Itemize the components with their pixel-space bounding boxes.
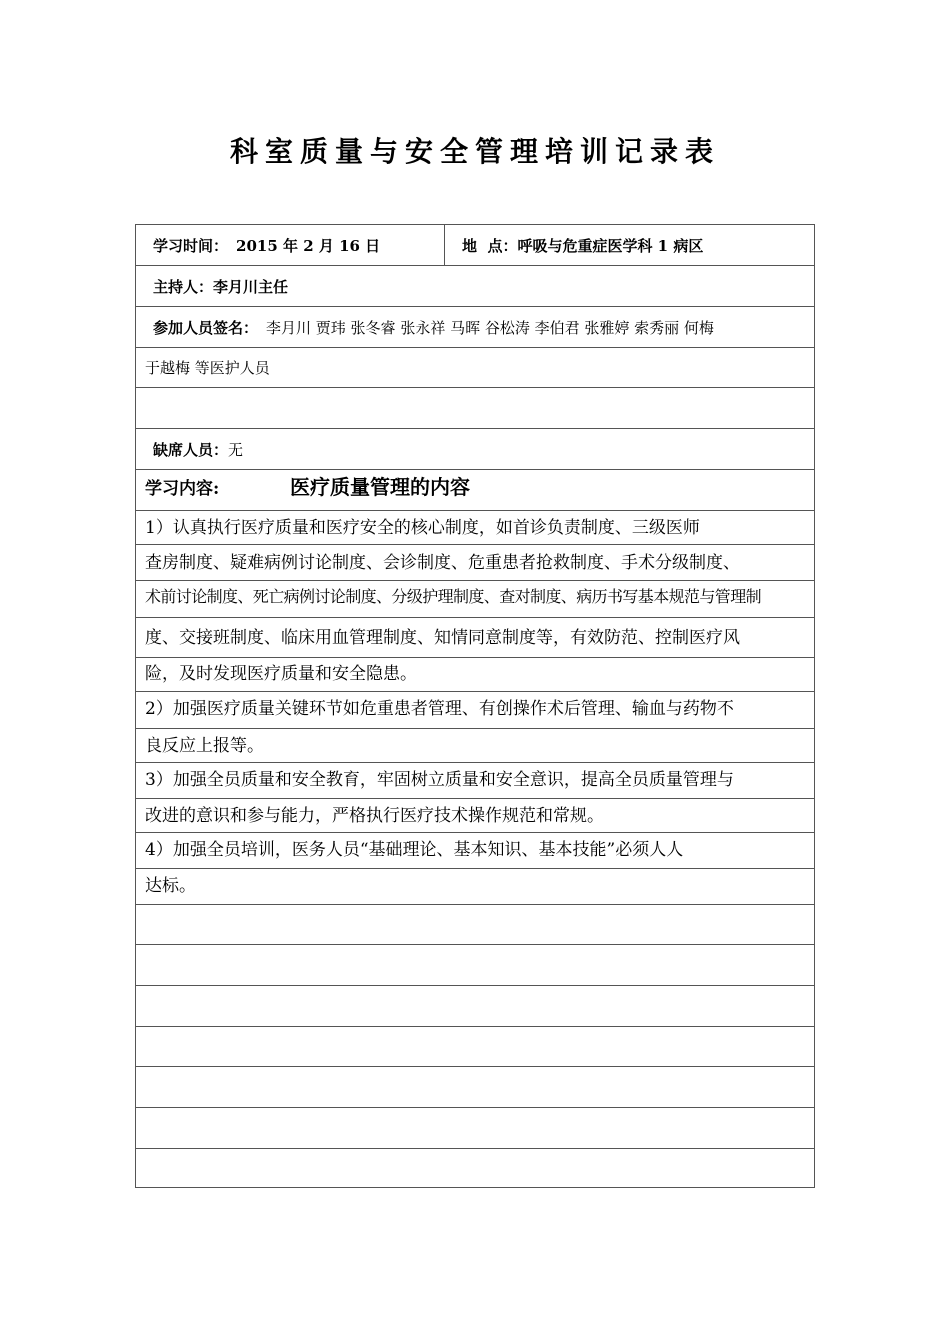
ruled-line (136, 691, 814, 692)
content-line: 险，及时发现医疗质量和安全隐患。 (145, 664, 417, 684)
content-line: 达标。 (145, 876, 196, 896)
row-empty (136, 387, 814, 428)
host-cell (153, 266, 288, 306)
row-content-header (136, 469, 814, 510)
content-heading: 医疗质量管理的内容 (290, 475, 470, 499)
absent-value: 无 (228, 440, 244, 459)
content-line: 3）加强全员质量和安全教育，牢固树立质量和安全意识，提高全员质量管理与 (145, 770, 734, 790)
ruled-line (136, 832, 814, 833)
ruled-line (136, 1107, 814, 1108)
host-value: 李月川主任 (213, 277, 289, 296)
content-line: 良反应上报等。 (145, 736, 264, 756)
attendees-line-2: 于越梅 等医护人员 (145, 359, 270, 377)
content-line: 1）认真执行医疗质量和医疗安全的核心制度，如首诊负责制度、三级医师 (145, 518, 700, 538)
absent-cell (153, 429, 243, 469)
ruled-line (136, 944, 814, 945)
page-title: 科室质量与安全管理培训记录表 (229, 135, 720, 168)
location-label: 地 点： (462, 236, 518, 255)
location-cell (462, 225, 703, 265)
absent-label: 缺席人员： (153, 440, 229, 459)
study-time-value: 2015 年 2 月 16 日 (236, 236, 381, 255)
content-line: 改进的意识和参与能力，严格执行医疗技术操作规范和常规。 (145, 806, 604, 826)
attendees-cell (153, 307, 714, 347)
training-record-form (135, 224, 815, 1188)
attendees-label: 参加人员签名： (153, 318, 259, 337)
ruled-line (136, 985, 814, 986)
row-attendees (136, 306, 814, 347)
ruled-line (136, 617, 814, 618)
row-host (136, 265, 814, 306)
location-value: 呼吸与危重症医学科 1 病区 (517, 236, 704, 255)
ruled-line (136, 868, 814, 869)
column-divider (444, 225, 445, 265)
content-line: 术前讨论制度、死亡病例讨论制度、分级护理制度、查对制度、病历书写基本规范与管理制 (145, 587, 762, 606)
ruled-line (136, 510, 814, 511)
ruled-line (136, 1026, 814, 1027)
row-time-location (136, 225, 814, 265)
ruled-line (136, 904, 814, 905)
ruled-line (136, 544, 814, 545)
content-line: 2）加强医疗质量关键环节如危重患者管理、有创操作术后管理、输血与药物不 (145, 699, 734, 719)
study-time-label: 学习时间： (153, 236, 229, 255)
ruled-line (136, 728, 814, 729)
ruled-line (136, 1066, 814, 1067)
host-label: 主持人： (153, 277, 214, 296)
content-line: 查房制度、疑难病例讨论制度、会诊制度、危重患者抢救制度、手术分级制度、 (145, 553, 740, 573)
row-attendees-cont (136, 347, 814, 387)
content-label: 学习内容: (145, 479, 220, 499)
ruled-line (136, 657, 814, 658)
content-line: 4）加强全员培训，医务人员“基础理论、基本知识、基本技能”必须人人 (145, 840, 684, 860)
ruled-line (136, 762, 814, 763)
study-time-cell (153, 225, 380, 265)
ruled-line (136, 580, 814, 581)
ruled-line (136, 798, 814, 799)
content-line: 度、交接班制度、临床用血管理制度、知情同意制度等，有效防范、控制医疗风 (145, 628, 740, 648)
row-absent (136, 428, 814, 469)
attendees-line-1: 李月川 贾玮 张冬睿 张永祥 马晖 谷松涛 李伯君 张雅婷 索秀丽 何梅 (266, 318, 714, 337)
ruled-line (136, 1148, 814, 1149)
